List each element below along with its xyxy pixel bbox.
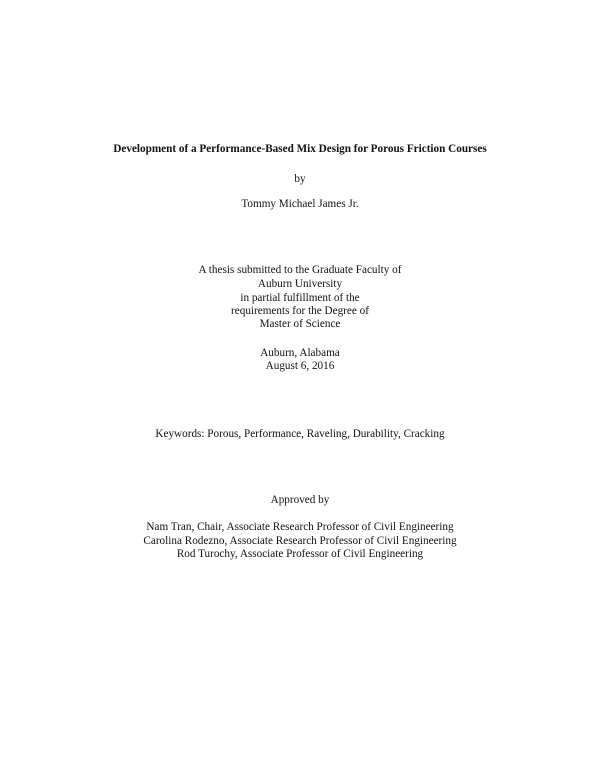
- by-text: by: [294, 173, 306, 185]
- submission-line: Auburn University: [257, 278, 343, 290]
- location: Auburn, Alabama: [260, 347, 340, 359]
- submission-line: requirements for the Degree of: [231, 305, 369, 317]
- thesis-title: Development of a Performance-Based Mix Design for Porous Friction Courses: [113, 143, 487, 155]
- committee-member: Nam Tran, Chair, Associate Research Professor of Civil Engineering: [146, 521, 454, 533]
- committee-member: Carolina Rodezno, Associate Research Professor of Civil Engineering: [143, 535, 457, 547]
- submission-line: in partial fulfillment of the: [240, 292, 360, 304]
- author-name: Tommy Michael James Jr.: [241, 198, 359, 210]
- committee-member: Rod Turochy, Associate Professor of Civil Engineering: [176, 548, 424, 560]
- submission-line: A thesis submitted to the Graduate Faculty of: [198, 264, 402, 276]
- keywords: Keywords: Porous, Performance, Raveling, Durability, Cracking: [155, 428, 445, 440]
- approved-by: Approved by: [270, 494, 330, 506]
- degree-name: Master of Science: [259, 318, 341, 330]
- date: August 6, 2016: [265, 360, 335, 372]
